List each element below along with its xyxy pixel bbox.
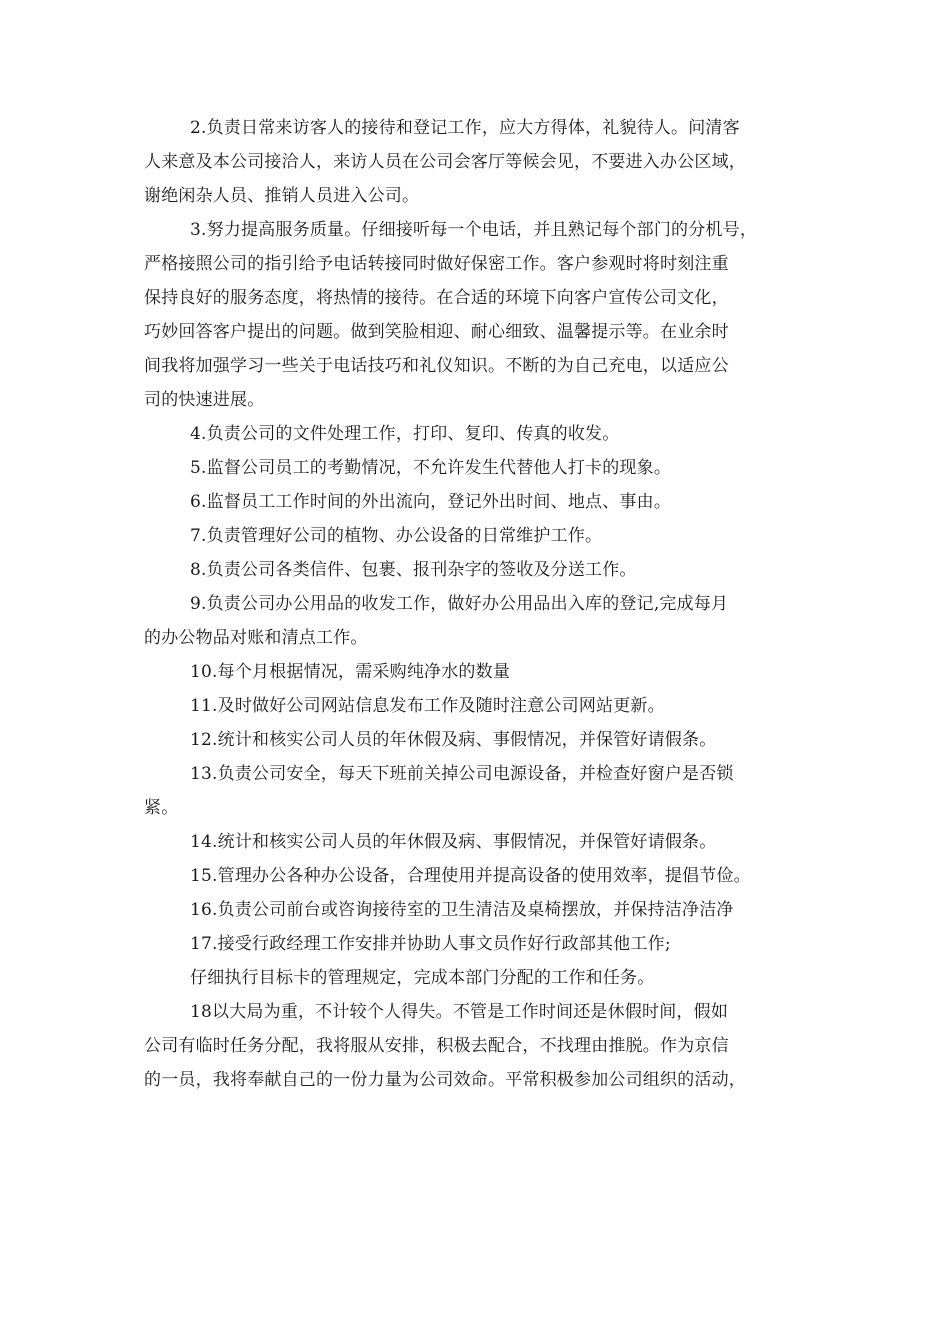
text-line: 8.负责公司各类信件、包裹、报刊杂字的签收及分送工作。 <box>190 560 637 580</box>
text-line: 15.管理办公各种办公设备，合理使用并提高设备的使用效率，提倡节俭。 <box>190 866 751 886</box>
text-line: 人来意及本公司接洽人，来访人员在公司会客厅等候会见，不要进入办公区域， <box>144 152 746 172</box>
text-line: 16.负责公司前台或咨询接待室的卫生清洁及桌椅摆放，并保持洁净洁净 <box>190 900 734 920</box>
text-line: 10.每个月根据情况，需采购纯净水的数量 <box>190 662 511 682</box>
text-line: 13.负责公司安全，每天下班前关掉公司电源设备，并检查好窗户是否锁 <box>190 764 734 784</box>
text-line: 紧。 <box>144 798 179 818</box>
text-line: 12.统计和核实公司人员的年休假及病、事假情况，并保管好请假条。 <box>190 730 717 750</box>
text-line: 巧妙回答客户提出的问题。做到笑脸相迎、耐心细致、温馨提示等。在业余时 <box>144 322 729 342</box>
text-line: 18以大局为重，不计较个人得失。不管是工作时间还是休假时间，假如 <box>190 1002 729 1022</box>
text-line: 14.统计和核实公司人员的年休假及病、事假情况，并保管好请假条。 <box>190 832 717 852</box>
text-line: 4.负责公司的文件处理工作，打印、复印、传真的收发。 <box>190 424 620 444</box>
text-line: 公司有临时任务分配，我将服从安排，积极去配合，不找理由推脱。作为京信 <box>144 1036 729 1056</box>
text-line: 间我将加强学习一些关于电话技巧和礼仪知识。不断的为自己充电，以适应公 <box>144 356 729 376</box>
text-line: 7.负责管理好公司的植物、办公设备的日常维护工作。 <box>190 526 603 546</box>
text-line: 9.负责公司办公用品的收发工作，做好办公用品出入库的登记,完成每月 <box>190 594 729 614</box>
text-line: 仔细执行目标卡的管理规定，完成本部门分配的工作和任务。 <box>190 968 655 988</box>
text-line: 17.接受行政经理工作安排并协助人事文员作好行政部其他工作; <box>190 934 671 954</box>
text-line: 6.监督员工工作时间的外出流向，登记外出时间、地点、事由。 <box>190 492 672 512</box>
text-line: 的办公物品对账和清点工作。 <box>144 628 368 648</box>
text-line: 的一员，我将奉献自己的一份力量为公司效命。平常积极参加公司组织的活动， <box>144 1070 746 1090</box>
text-line: 严格接照公司的指引给予电话转接同时做好保密工作。客户参观时将时刻注重 <box>144 254 729 274</box>
text-line: 保持良好的服务态度，将热情的接待。在合适的环境下向客户宣传公司文化， <box>144 288 729 308</box>
text-line: 谢绝闲杂人员、推销人员进入公司。 <box>144 186 420 206</box>
text-line: 5.监督公司员工的考勤情况，不允许发生代替他人打卡的现象。 <box>190 458 672 478</box>
text-line: 司的快速进展。 <box>144 390 265 410</box>
text-line: 11.及时做好公司网站信息发布工作及随时注意公司网站更新。 <box>190 696 665 716</box>
text-line: 3.努力提高服务质量。仔细接听每一个电话，并且熟记每个部门的分机号， <box>190 220 758 240</box>
document-body <box>144 111 814 1097</box>
text-line: 2.负责日常来访客人的接待和登记工作，应大方得体，礼貌待人。问清客 <box>190 118 740 138</box>
